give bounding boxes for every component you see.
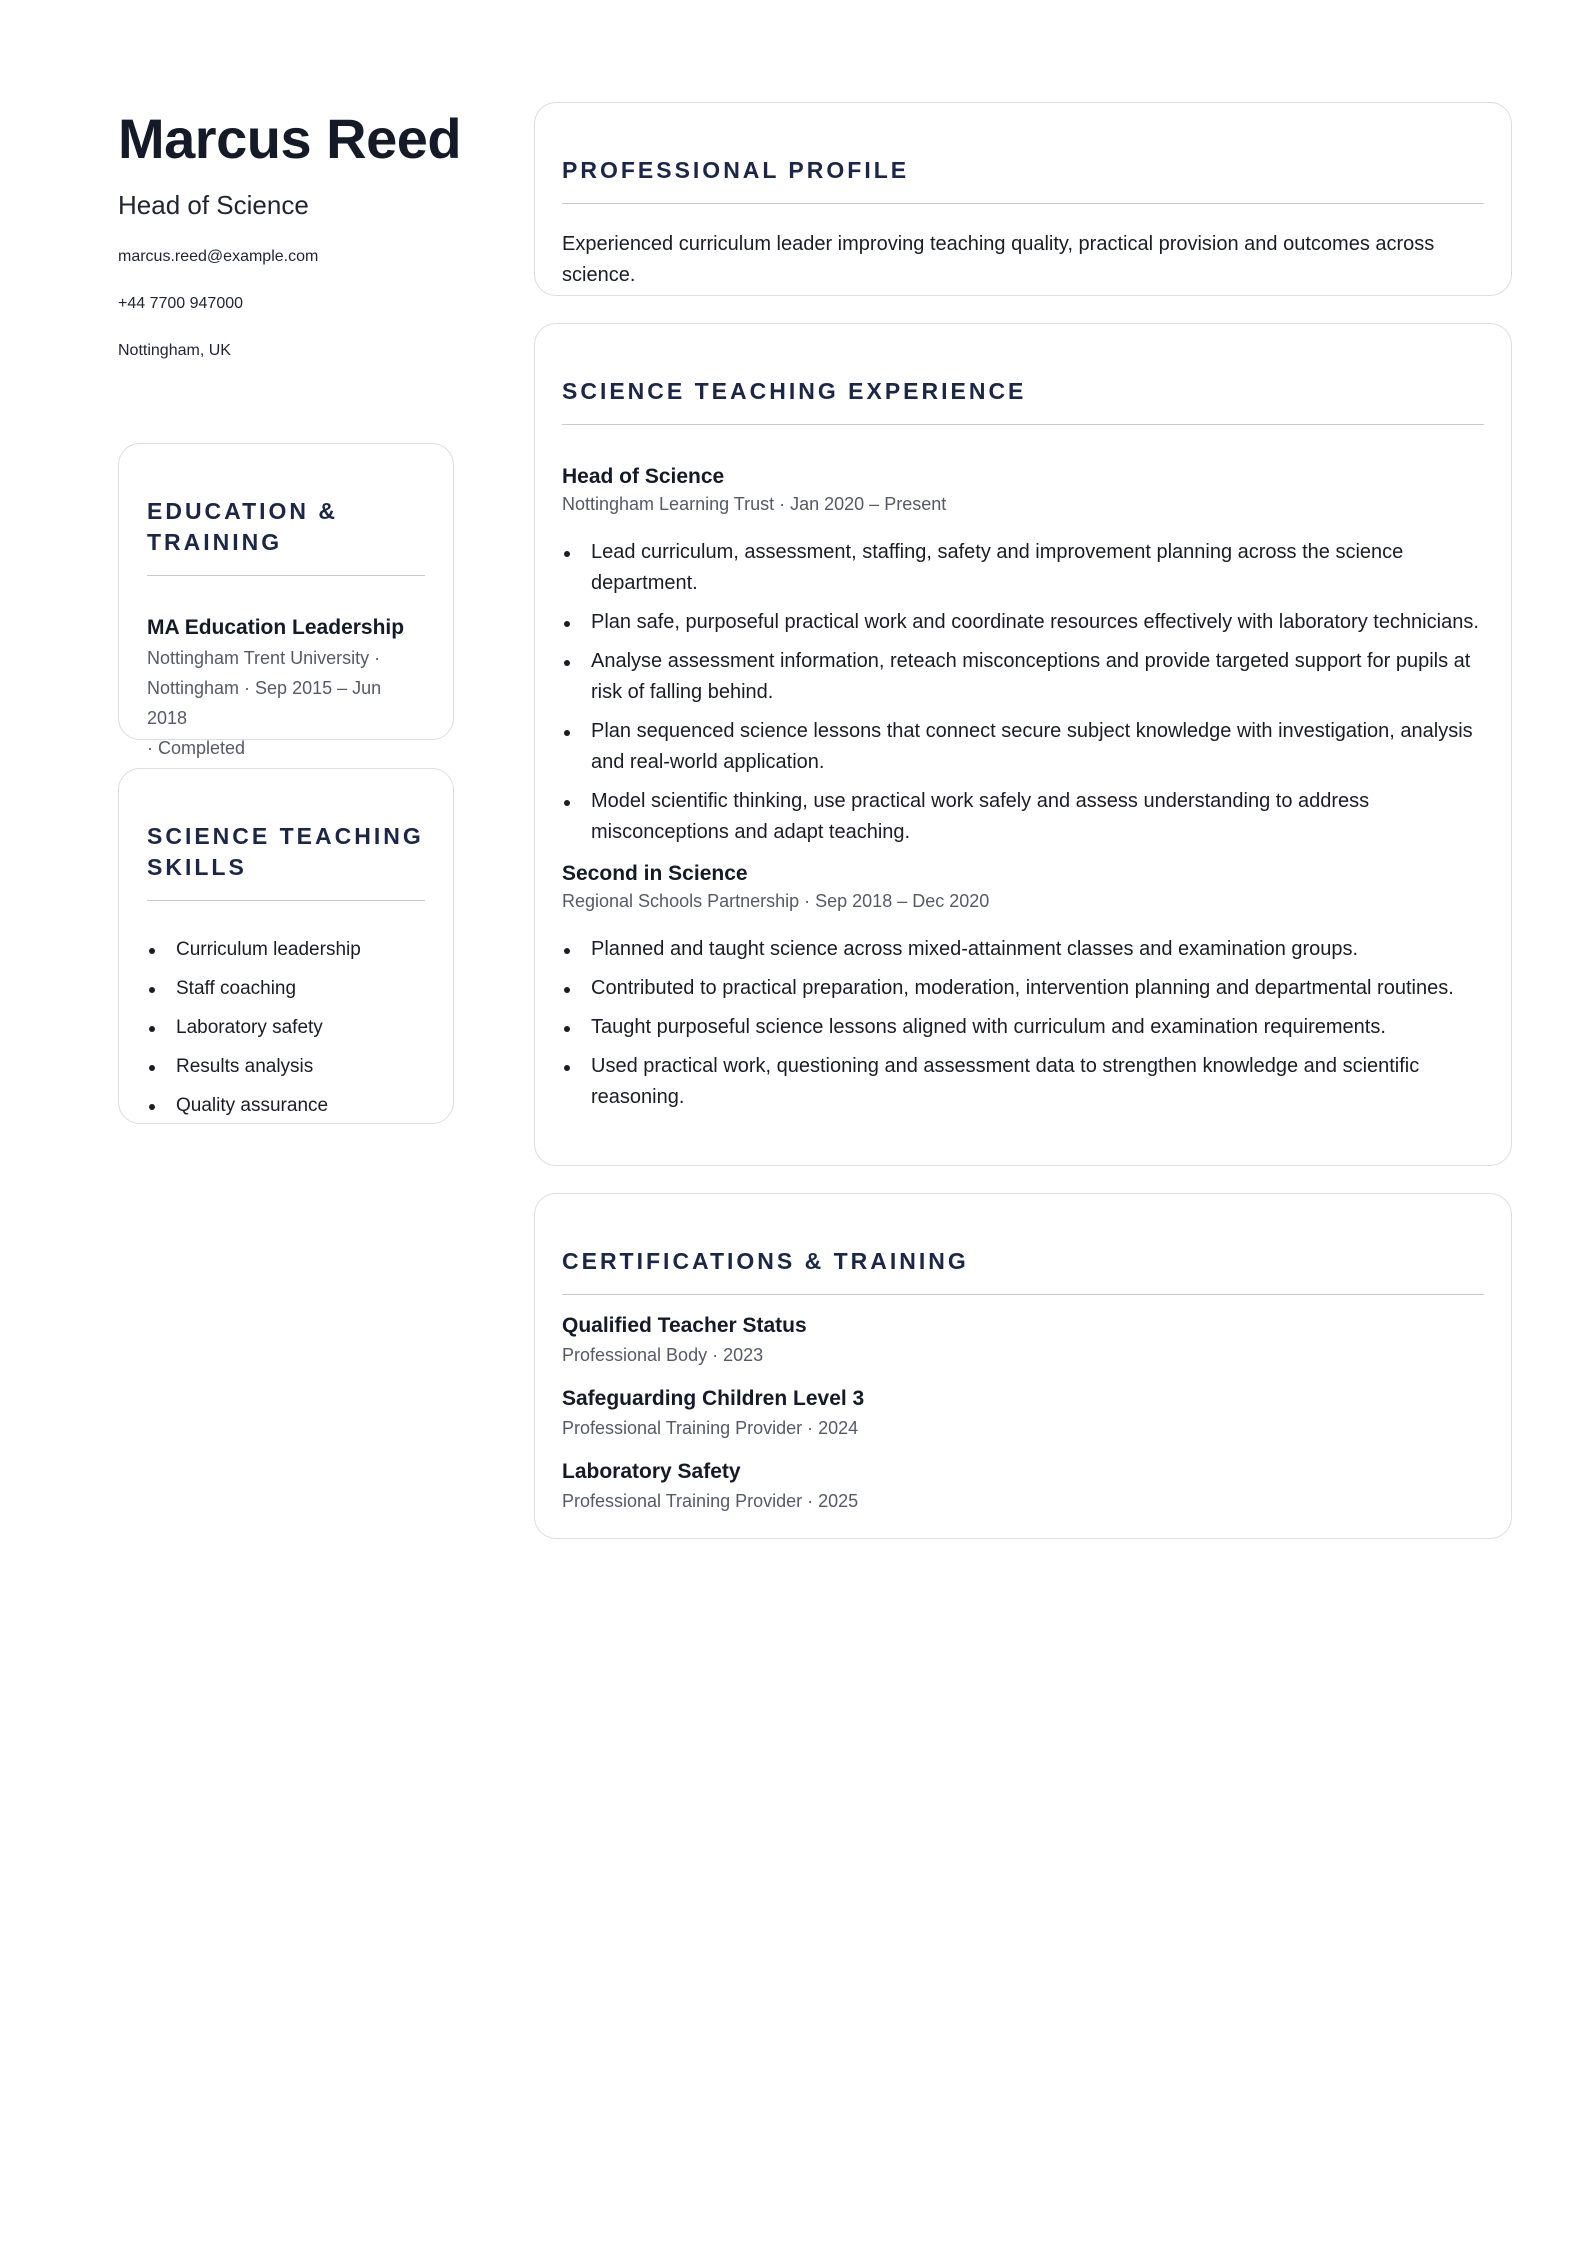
candidate-name: Marcus Reed (118, 107, 462, 170)
job-meta: Nottingham Learning Trust · Jan 2020 – Present (562, 494, 947, 514)
section-divider (147, 575, 425, 576)
job-bullet: Taught purposeful science lessons aligned with curriculum and examination requirements. (562, 1012, 1484, 1043)
job-bullets (562, 537, 1484, 848)
job-bullet: Lead curriculum, assessment, staffing, safety and improvement planning across the science department. (562, 537, 1484, 599)
skill-item: Results analysis (147, 1047, 425, 1086)
skills-heading: SCIENCE TEACHING SKILLS (147, 823, 424, 880)
job-bullet: Contributed to practical preparation, moderation, intervention planning and departmental routines. (562, 973, 1484, 1004)
candidate-title: Head of Science (118, 190, 309, 220)
skills-list (147, 930, 425, 1125)
education-meta-line: Nottingham Trent University · (147, 648, 381, 668)
skill-item: Quality assurance (147, 1086, 425, 1125)
certifications-heading: CERTIFICATIONS & TRAINING (562, 1248, 969, 1274)
education-entry (147, 614, 425, 763)
certification-title: Qualified Teacher Status (562, 1314, 807, 1337)
section-divider (562, 1294, 1484, 1295)
education-degree: MA Education Leadership (147, 616, 405, 639)
job-bullet: Model scientific thinking, use practical work safely and assess understanding to address misconceptions and adapt teaching. (562, 786, 1484, 848)
job-title: Head of Science (562, 465, 725, 488)
experience-heading: SCIENCE TEACHING EXPERIENCE (562, 378, 1027, 404)
contact-phone: +44 7700 947000 (118, 295, 244, 312)
education-heading: EDUCATION & TRAINING (147, 498, 339, 555)
section-divider (562, 424, 1484, 425)
job-bullet: Analyse assessment information, reteach misconceptions and provide targeted support for pupils at risk of falling behind. (562, 646, 1484, 708)
skills-card (118, 768, 454, 1124)
profile-summary: Experienced curriculum leader improving teaching quality, practical provision and outcomes across science. (562, 233, 1435, 286)
experience-card (534, 323, 1512, 1166)
certification-title: Laboratory Safety (562, 1460, 741, 1483)
job-bullet: Plan safe, purposeful practical work and coordinate resources effectively with laboratory technicians. (562, 607, 1484, 638)
certification-meta: Professional Training Provider · 2024 (562, 1418, 859, 1438)
profile-heading: PROFESSIONAL PROFILE (562, 157, 910, 183)
certifications-card (534, 1193, 1512, 1539)
job-bullets (562, 934, 1484, 1113)
education-meta-line: · Completed (147, 738, 246, 758)
contact-column (118, 104, 462, 362)
job-bullet: Planned and taught science across mixed-attainment classes and examination groups. (562, 934, 1484, 965)
section-divider (562, 203, 1484, 204)
job-bullet: Plan sequenced science lessons that connect secure subject knowledge with investigation, analysis and real-world application. (562, 716, 1484, 778)
skill-item: Curriculum leadership (147, 930, 425, 969)
job-meta: Regional Schools Partnership · Sep 2018 – Dec 2020 (562, 891, 990, 911)
job-bullet: Used practical work, questioning and assessment data to strengthen knowledge and scientific reasoning. (562, 1051, 1484, 1113)
section-divider (147, 900, 425, 901)
certification-meta: Professional Training Provider · 2025 (562, 1491, 859, 1511)
job-entry (562, 860, 1484, 1113)
skill-item: Staff coaching (147, 969, 425, 1008)
certification-entry (562, 1312, 1484, 1370)
certification-entry (562, 1385, 1484, 1443)
education-meta (147, 643, 425, 763)
job-entry (562, 463, 1484, 848)
skill-item: Laboratory safety (147, 1008, 425, 1047)
education-meta-line: Nottingham · Sep 2015 – Jun 2018 (147, 678, 382, 728)
certification-entry (562, 1458, 1484, 1516)
profile-card (534, 102, 1512, 296)
education-card (118, 443, 454, 758)
contact-email: marcus.reed@example.com (118, 248, 319, 265)
certification-title: Safeguarding Children Level 3 (562, 1387, 865, 1410)
contact-location: Nottingham, UK (118, 342, 231, 359)
certification-meta: Professional Body · 2023 (562, 1345, 764, 1365)
job-title: Second in Science (562, 862, 748, 885)
